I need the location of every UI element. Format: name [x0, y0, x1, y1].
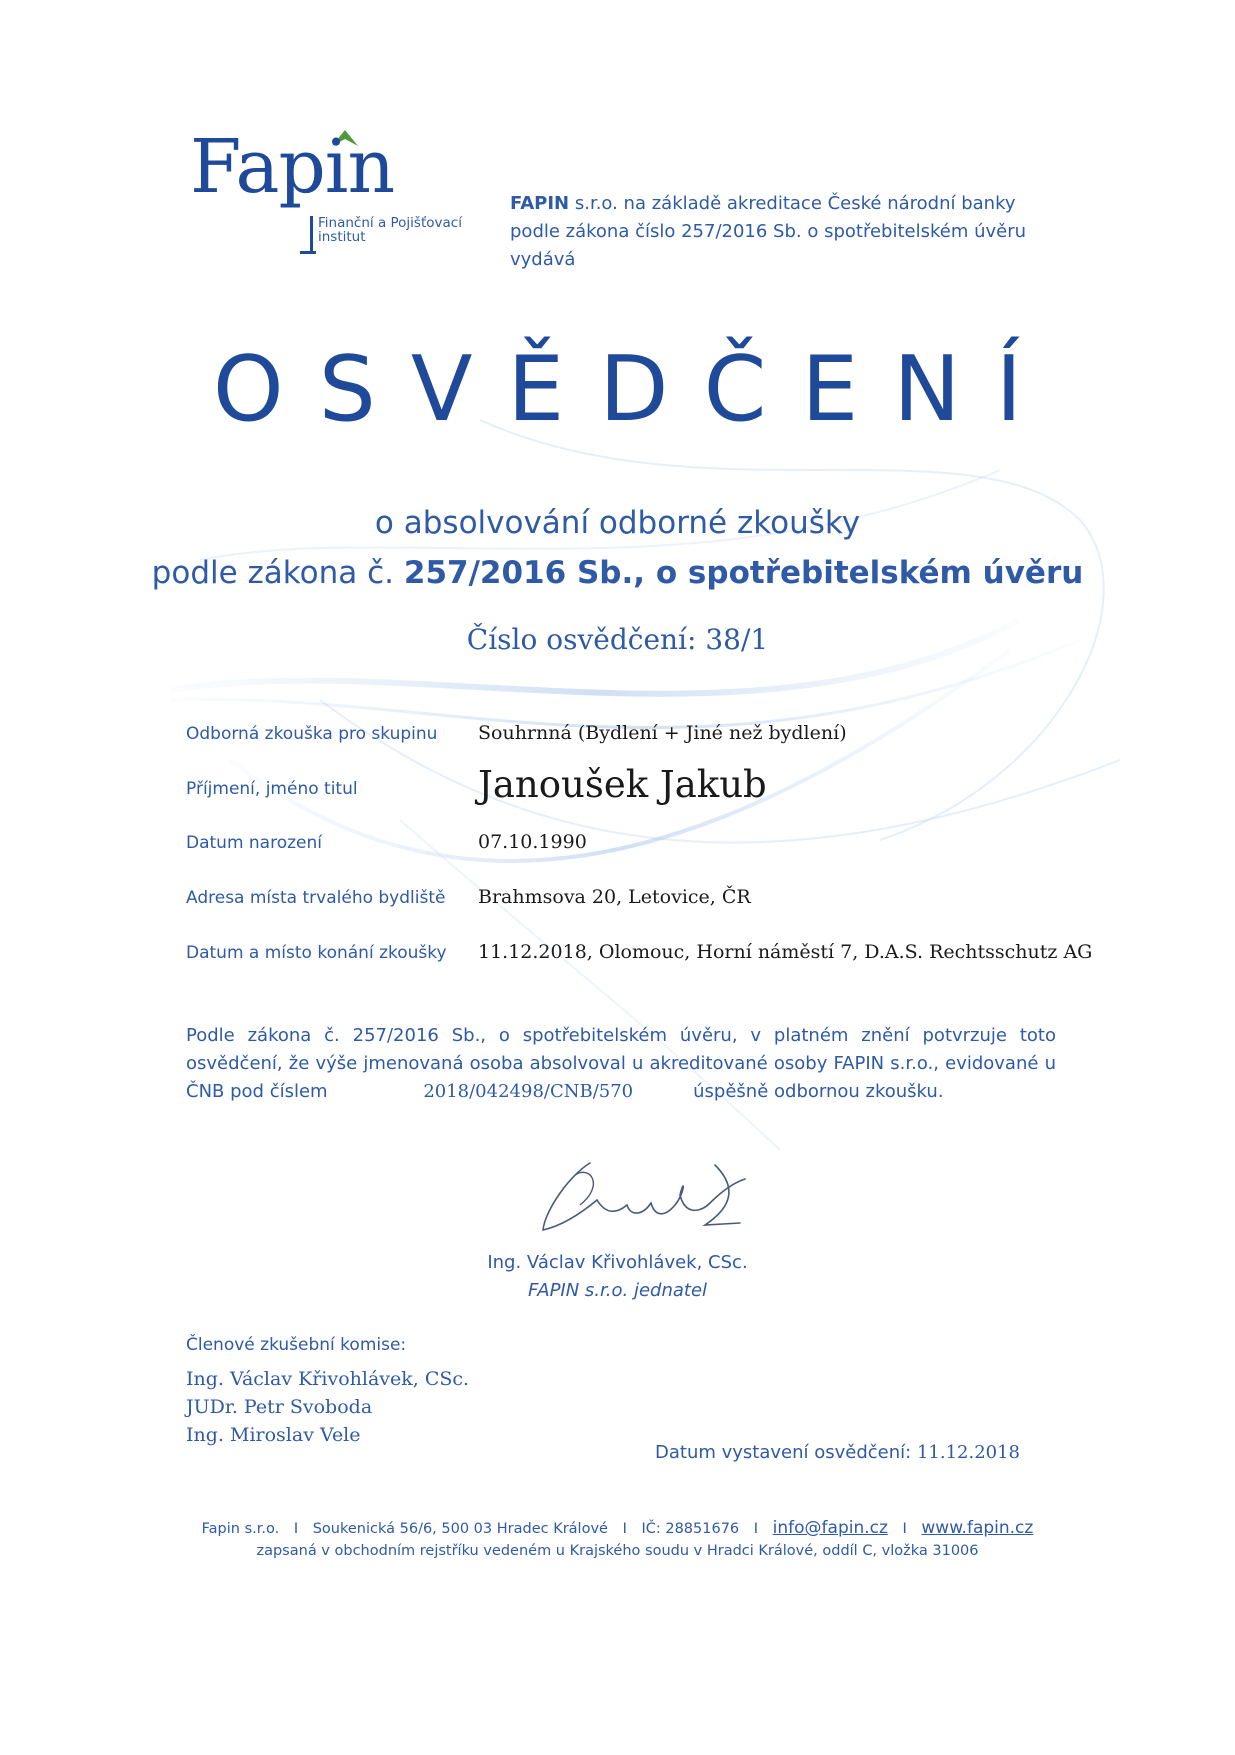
certificate-title: OSVĚDČENÍ [212, 337, 1058, 442]
commission-member: Ing. Václav Křivohlávek, CSc. [186, 1368, 470, 1390]
footer-ico: IČ: 28851676 [641, 1521, 740, 1537]
paragraph-text: Podle zákona č. 257/2016 Sb., o spotřebitelském úvěru, v platném znění potvrzuje toto osvědčení, že výše jmenovaná osoba absolvoval u akreditované osoby FAPIN s.r.o., evidované u ČNB pod číslem [186, 1025, 1056, 1102]
intro-text [510, 190, 1070, 274]
subtitle-line2-plain: podle zákona č. [151, 555, 404, 591]
detail-label-address: Adresa místa trvalého bydliště [186, 888, 446, 908]
handwritten-signature [535, 1155, 750, 1235]
issue-date-label: Datum vystavení osvědčení: [655, 1442, 917, 1463]
footer-address: Soukenická 56/6, 500 03 Hradec Králové [312, 1521, 608, 1537]
paragraph-cnb-number: 2018/042498/CNB/570 [423, 1081, 634, 1102]
detail-label-exam-date: Datum a místo konání zkoušky [186, 943, 447, 963]
subtitle-line1: o absolvování odborné zkoušky [374, 505, 861, 541]
detail-value-birthdate: 07.10.1990 [478, 831, 587, 853]
issue-date [655, 1442, 1020, 1463]
logo-bar-foot [300, 251, 316, 254]
footer-separator: I [293, 1521, 299, 1537]
detail-value-group: Souhrnná (Bydlení + Jiné než bydlení) [478, 722, 847, 744]
commission-member: Ing. Miroslav Vele [186, 1424, 361, 1446]
logo-wordmark: Fapin [190, 124, 395, 210]
intro-line3: vydává [510, 249, 576, 270]
footer-web-link[interactable]: www.fapin.cz [921, 1518, 1034, 1538]
subtitle-line2 [0, 555, 1235, 591]
logo-bar [310, 216, 313, 254]
detail-value-name: Janoušek Jakub [478, 763, 767, 806]
subtitle-line2-bold: 257/2016 Sb., o spotřebitelském úvěru [403, 555, 1084, 591]
detail-label-name: Příjmení, jméno titul [186, 779, 358, 799]
detail-value-address: Brahmsova 20, Letovice, ČR [478, 886, 751, 908]
detail-label-group: Odborná zkouška pro skupinu [186, 724, 438, 744]
issue-date-value: 11.12.2018 [916, 1442, 1021, 1463]
footer-separator: I [622, 1521, 627, 1537]
footer-email-link[interactable]: info@fapin.cz [772, 1518, 888, 1538]
signer-name: Ing. Václav Křivohlávek, CSc. [487, 1252, 748, 1273]
footer-registry: zapsaná v obchodním rejstříku vedeném u Krajského soudu v Hradci Králové, oddíl C, vložka 31006 [256, 1543, 979, 1559]
footer-company: Fapin s.r.o. [201, 1521, 280, 1537]
intro-line2: podle zákona číslo 257/2016 Sb. o spotřebitelském úvěru [510, 221, 1027, 242]
footer-separator: I [902, 1521, 907, 1537]
detail-label-birthdate: Datum narození [186, 833, 322, 853]
paragraph-ending: úspěšně odbornou zkoušku. [693, 1081, 944, 1102]
logo-sub-line1: Finanční a Pojišťovací [318, 215, 462, 231]
logo-sub-line2: institut [318, 229, 366, 246]
commission-heading: Členové zkušební komise: [186, 1335, 407, 1355]
intro-line1: s.r.o. na základě akreditace České národní banky [569, 193, 1016, 214]
footer-contact [0, 1518, 1235, 1538]
confirmation-paragraph [186, 1022, 1056, 1106]
certificate-number: Číslo osvědčení: 38/1 [466, 623, 769, 656]
signer-role: FAPIN s.r.o. jednatel [527, 1280, 708, 1301]
logo-subtitle [318, 216, 462, 244]
detail-value-exam-date: 11.12.2018, Olomouc, Horní náměstí 7, D.A.S. Rechtsschutz AG [478, 941, 1093, 963]
commission-member: JUDr. Petr Svoboda [186, 1396, 373, 1418]
intro-company: FAPIN [510, 193, 570, 214]
footer-separator: I [753, 1521, 759, 1537]
fapin-logo [190, 124, 490, 260]
